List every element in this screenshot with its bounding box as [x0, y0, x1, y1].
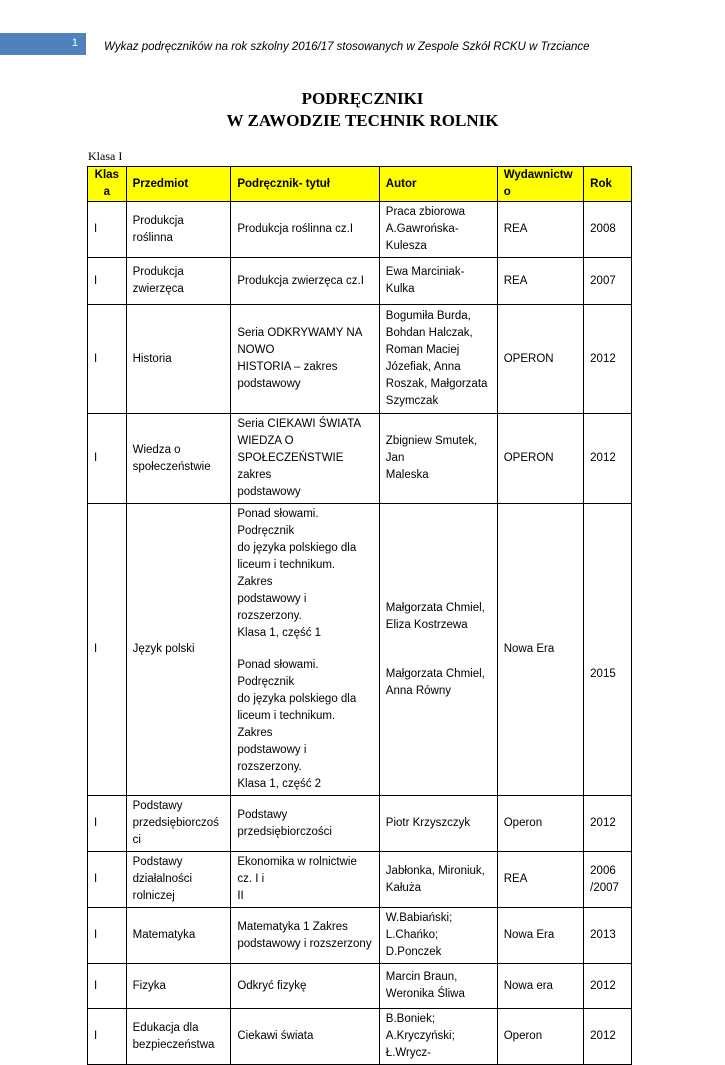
cell-wydawnictwo: REA [497, 202, 583, 258]
cell-rok: 2015 [584, 504, 632, 796]
table-row [88, 258, 632, 305]
cell-rok: 2006 /2007 [584, 852, 632, 908]
cell-autor: Jabłonka, Mironiuk, Kałuża [379, 852, 497, 908]
cell-klasa: I [88, 852, 127, 908]
cell-autor: Ewa Marciniak-Kulka [379, 258, 497, 305]
cell-autor: Marcin Braun, Weronika Śliwa [379, 964, 497, 1009]
column-header-wydawnictwo: Wydawnictwo [497, 167, 583, 202]
cell-tytul: Ekonomika w rolnictwie cz. I i II [231, 852, 379, 908]
cell-klasa: I [88, 796, 127, 852]
cell-wydawnictwo: REA [497, 852, 583, 908]
cell-klasa: I [88, 414, 127, 504]
running-header: Wykaz podręczników na rok szkolny 2016/17 stosowanych w Zespole Szkół RCKU w Trzciance [104, 41, 590, 53]
cell-wydawnictwo: Nowa era [497, 964, 583, 1009]
table-row [88, 305, 632, 414]
tytul-part-2: Ponad słowami. Podręcznik do języka polskiego dla liceum i technikum. Zakres podstawowy i rozszerzony. Klasa 1, część 2 [237, 659, 357, 790]
cell-klasa: I [88, 504, 127, 796]
cell-klasa: I [88, 908, 127, 964]
textbook-table [87, 166, 632, 1065]
cell-tytul: Seria ODKRYWAMY NA NOWO HISTORIA – zakres podstawowy [231, 305, 379, 414]
table-row [88, 414, 632, 504]
cell-tytul: Produkcja roślinna cz.I [231, 202, 379, 258]
cell-wydawnictwo: Operon [497, 1009, 583, 1065]
cell-autor: Praca zbiorowa A.Gawrońska-Kulesza [379, 202, 497, 258]
table-row-jezyk-polski [88, 504, 632, 796]
cell-przedmiot: Historia [126, 305, 231, 414]
tytul-part-1: Ponad słowami. Podręcznik do języka polskiego dla liceum i technikum. Zakres podstawowy i rozszerzony. Klasa 1, część 1 [237, 508, 357, 639]
cell-tytul: Produkcja zwierzęca cz.I [231, 258, 379, 305]
cell-przedmiot: Produkcja roślinna [126, 202, 231, 258]
cell-klasa: I [88, 305, 127, 414]
cell-klasa: I [88, 202, 127, 258]
cell-autor: W.Babiański; L.Chańko; D.Ponczek [379, 908, 497, 964]
table-row [88, 202, 632, 258]
cell-rok: 2007 [584, 258, 632, 305]
cell-tytul: Matematyka 1 Zakres podstawowy i rozszerzony [231, 908, 379, 964]
cell-tytul: Podstawy przedsiębiorczości [231, 796, 379, 852]
table-row [88, 796, 632, 852]
spacer [237, 642, 372, 657]
autor-part-1: Małgorzata Chmiel, Eliza Kostrzewa [385, 601, 485, 631]
class-label: Klasa I [88, 149, 123, 163]
cell-przedmiot: Wiedza o społeczeństwie [126, 414, 231, 504]
cell-rok: 2012 [584, 414, 632, 504]
cell-przedmiot: Edukacja dla bezpieczeństwa [126, 1009, 231, 1065]
cell-autor [379, 504, 497, 796]
cell-autor: Piotr Krzyszczyk [379, 796, 497, 852]
cell-tytul: Odkryć fizykę [231, 964, 379, 1009]
autor-part-2: Małgorzata Chmiel, Anna Równy [385, 667, 485, 697]
cell-tytul: Ciekawi świata [231, 1009, 379, 1065]
table-header-row [88, 167, 632, 202]
column-header-autor: Autor [379, 167, 497, 202]
cell-klasa: I [88, 258, 127, 305]
cell-autor: Bogumiła Burda, Bohdan Halczak, Roman Maciej Józefiak, Anna Roszak, Małgorzata Szymczak [379, 305, 497, 414]
spacer [386, 634, 491, 666]
table-row [88, 852, 632, 908]
cell-rok: 2012 [584, 796, 632, 852]
cell-wydawnictwo: OPERON [497, 414, 583, 504]
column-header-tytul: Podręcznik- tytuł [231, 167, 379, 202]
cell-wydawnictwo: Nowa Era [497, 908, 583, 964]
cell-rok: 2008 [584, 202, 632, 258]
document-subtitle: W ZAWODZIE TECHNIK ROLNIK [226, 111, 499, 130]
column-header-klasa: Klasa [88, 167, 127, 202]
document-title: PODRĘCZNIKI [301, 89, 424, 108]
cell-przedmiot: Podstawy działalności rolniczej [126, 852, 231, 908]
table-row [88, 908, 632, 964]
cell-przedmiot: Produkcja zwierzęca [126, 258, 231, 305]
table-row [88, 964, 632, 1009]
cell-przedmiot: Podstawy przedsiębiorczości [126, 796, 231, 852]
cell-wydawnictwo: Operon [497, 796, 583, 852]
cell-autor: B.Boniek; A.Kryczyński; Ł.Wrycz- [379, 1009, 497, 1065]
cell-przedmiot: Matematyka [126, 908, 231, 964]
cell-wydawnictwo: OPERON [497, 305, 583, 414]
cell-wydawnictwo: Nowa Era [497, 504, 583, 796]
cell-wydawnictwo: REA [497, 258, 583, 305]
column-header-przedmiot: Przedmiot [126, 167, 231, 202]
cell-rok: 2013 [584, 908, 632, 964]
cell-rok: 2012 [584, 1009, 632, 1065]
cell-autor: Zbigniew Smutek, Jan Maleska [379, 414, 497, 504]
cell-rok: 2012 [584, 305, 632, 414]
table-row [88, 1009, 632, 1065]
page-number: 1 [0, 33, 86, 55]
cell-rok: 2012 [584, 964, 632, 1009]
cell-tytul [231, 504, 379, 796]
cell-klasa: I [88, 1009, 127, 1065]
cell-klasa: I [88, 964, 127, 1009]
cell-przedmiot: Fizyka [126, 964, 231, 1009]
column-header-rok: Rok [584, 167, 632, 202]
cell-przedmiot: Język polski [126, 504, 231, 796]
cell-tytul: Seria CIEKAWI ŚWIATA WIEDZA O SPOŁECZEŃSTWIE zakres podstawowy [231, 414, 379, 504]
